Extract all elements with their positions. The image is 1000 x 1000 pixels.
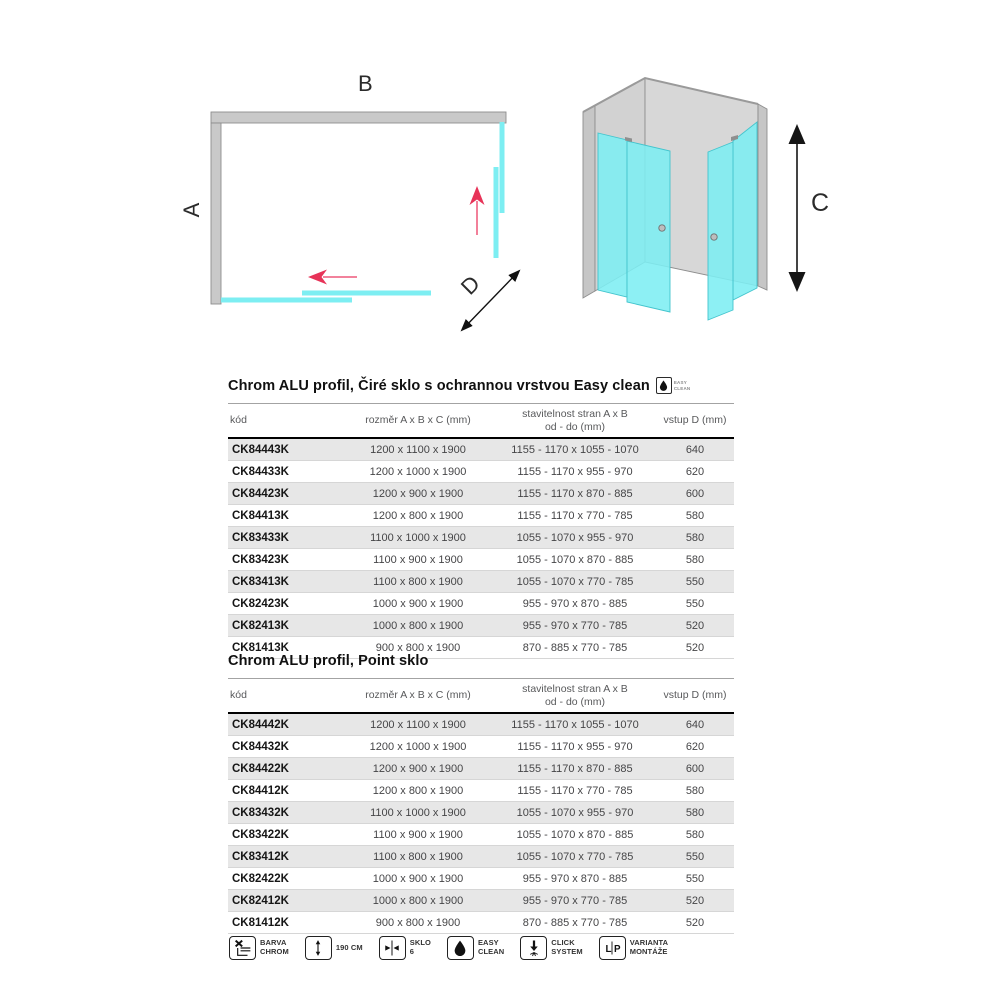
table-cell: CK84433K <box>228 461 342 483</box>
table-cell: CK84422K <box>228 758 342 780</box>
table-cell: 955 - 970 x 770 - 785 <box>494 890 656 912</box>
table-cell: 1200 x 1000 x 1900 <box>342 736 494 758</box>
table-cell: 550 <box>656 868 734 890</box>
height-c-arrow-icon <box>789 124 806 292</box>
table-cell: CK83433K <box>228 527 342 549</box>
col-header-rozmer: rozměr A x B x C (mm) <box>365 689 471 702</box>
table1-title-text: Chrom ALU profil, Čiré sklo s ochrannou vrstvou Easy clean <box>228 377 650 394</box>
table-cell: 900 x 800 x 1900 <box>342 912 494 934</box>
table-cell: 870 - 885 x 770 - 785 <box>494 912 656 934</box>
easy-clean-icon <box>656 377 672 394</box>
plan-label-d: D <box>455 270 485 300</box>
table-cell: 1100 x 1000 x 1900 <box>342 527 494 549</box>
table-cell: 520 <box>656 890 734 912</box>
feature-icons-row <box>229 936 668 960</box>
table-cell: 550 <box>656 571 734 593</box>
table-cell: CK83413K <box>228 571 342 593</box>
col-header-stavitelnost: stavitelnost stran A x B od - do (mm) <box>522 683 628 708</box>
spec-table-point-sklo <box>228 678 734 934</box>
easy-clean-badge-text: EASY CLEAN <box>673 380 691 391</box>
table-cell: 580 <box>656 780 734 802</box>
table-cell: 1155 - 1170 x 870 - 885 <box>494 758 656 780</box>
height-190-icon <box>305 936 332 960</box>
feature-label: CLICK SYSTEM <box>551 938 583 956</box>
table-row <box>228 505 734 527</box>
table-cell: 1155 - 1170 x 1055 - 1070 <box>494 438 656 461</box>
table-cell: 955 - 970 x 770 - 785 <box>494 615 656 637</box>
glass-thickness-icon <box>379 936 406 960</box>
table-cell: 1055 - 1070 x 870 - 885 <box>494 824 656 846</box>
table-cell: 1100 x 900 x 1900 <box>342 549 494 571</box>
table-cell: CK84413K <box>228 505 342 527</box>
table-cell: CK84432K <box>228 736 342 758</box>
table-cell: CK84443K <box>228 438 342 461</box>
table-cell: CK83423K <box>228 549 342 571</box>
glass-panel-left-fixed <box>598 133 627 297</box>
table-cell: 580 <box>656 802 734 824</box>
table-row <box>228 736 734 758</box>
feature-label: VARIANTA MONTÁŽE <box>629 938 669 956</box>
table-cell: 1200 x 1100 x 1900 <box>342 438 494 461</box>
table-cell: 1055 - 1070 x 770 - 785 <box>494 571 656 593</box>
table-cell: 1055 - 1070 x 955 - 970 <box>494 527 656 549</box>
table-cell: 1155 - 1170 x 1055 - 1070 <box>494 713 656 736</box>
door-handle-right <box>711 234 717 240</box>
table-cell: 1000 x 800 x 1900 <box>342 890 494 912</box>
spec-table-easy-clean <box>228 403 734 659</box>
table-point-sklo-section <box>228 653 727 934</box>
table-cell: 1055 - 1070 x 870 - 885 <box>494 549 656 571</box>
table-cell: 640 <box>656 713 734 736</box>
table-cell: 520 <box>656 637 734 659</box>
table-cell: 1055 - 1070 x 770 - 785 <box>494 846 656 868</box>
table-row <box>228 483 734 505</box>
svg-text:L: L <box>605 944 612 956</box>
table-cell: 955 - 970 x 870 - 885 <box>494 868 656 890</box>
table-cell: CK84423K <box>228 483 342 505</box>
plan-view-diagram <box>175 58 565 358</box>
table-cell: 1155 - 1170 x 870 - 885 <box>494 483 656 505</box>
feature-label: 190 CM <box>335 942 363 952</box>
barva-chrom-icon <box>229 936 256 960</box>
table-row <box>228 527 734 549</box>
wall-a-bar <box>211 123 221 304</box>
table-row <box>228 824 734 846</box>
table-cell: 1200 x 1000 x 1900 <box>342 461 494 483</box>
table-cell: CK82423K <box>228 593 342 615</box>
table-row <box>228 615 734 637</box>
glass-panel-right-fixed <box>733 122 757 300</box>
table-cell: CK84442K <box>228 713 342 736</box>
table-cell: 1200 x 1100 x 1900 <box>342 713 494 736</box>
table-cell: CK83412K <box>228 846 342 868</box>
header-row <box>228 679 734 714</box>
table-row <box>228 438 734 461</box>
table-cell: 1100 x 1000 x 1900 <box>342 802 494 824</box>
table-cell: 600 <box>656 483 734 505</box>
feature-click-system <box>520 936 582 960</box>
table-cell: 1200 x 800 x 1900 <box>342 505 494 527</box>
table-cell: 520 <box>656 615 734 637</box>
table-cell: 580 <box>656 505 734 527</box>
door-handle-left <box>659 225 665 231</box>
table-row <box>228 868 734 890</box>
header-row <box>228 404 734 439</box>
table-cell: CK84412K <box>228 780 342 802</box>
table-cell: 600 <box>656 758 734 780</box>
feature-glass-thickness <box>379 936 431 960</box>
table-cell: 870 - 885 x 770 - 785 <box>494 637 656 659</box>
table-cell: 900 x 800 x 1900 <box>342 637 494 659</box>
plan-label-b: B <box>358 71 373 96</box>
plan-label-a: A <box>179 202 204 218</box>
wall-left-edge <box>583 106 595 298</box>
col-header-stavitelnost: stavitelnost stran A x B od - do (mm) <box>522 408 628 433</box>
col-header-kod: kód <box>230 414 247 427</box>
feature-label: EASY CLEAN <box>477 938 505 956</box>
col-header-rozmer: rozměr A x B x C (mm) <box>365 414 471 427</box>
table-row <box>228 461 734 483</box>
table-row <box>228 912 734 934</box>
table-cell: CK81412K <box>228 912 342 934</box>
table-cell: 1155 - 1170 x 955 - 970 <box>494 736 656 758</box>
table-row <box>228 593 734 615</box>
feature-lp-variant <box>599 936 668 960</box>
table-cell: 1100 x 800 x 1900 <box>342 571 494 593</box>
iso-label-c: C <box>811 189 830 217</box>
table-cell: 1200 x 900 x 1900 <box>342 758 494 780</box>
table-row <box>228 549 734 571</box>
glass-panel-right-door <box>708 142 733 320</box>
table-cell: 640 <box>656 438 734 461</box>
table-cell: 1055 - 1070 x 955 - 970 <box>494 802 656 824</box>
isometric-view-diagram <box>570 58 870 333</box>
table-row <box>228 890 734 912</box>
table-cell: CK82413K <box>228 615 342 637</box>
table-row <box>228 780 734 802</box>
table2-title <box>228 653 718 669</box>
wall-b-bar <box>211 112 506 123</box>
table-cell: 1100 x 800 x 1900 <box>342 846 494 868</box>
table-easy-clean-section <box>228 377 727 659</box>
table-row <box>228 846 734 868</box>
table-cell: 1000 x 800 x 1900 <box>342 615 494 637</box>
table-row <box>228 758 734 780</box>
table2-title-text: Chrom ALU profil, Point sklo <box>228 653 429 669</box>
table-row <box>228 571 734 593</box>
table-cell: 1200 x 900 x 1900 <box>342 483 494 505</box>
feature-height-190 <box>305 936 363 960</box>
col-header-vstup: vstup D (mm) <box>663 414 727 427</box>
table-cell: 1000 x 900 x 1900 <box>342 593 494 615</box>
table-cell: 1155 - 1170 x 955 - 970 <box>494 461 656 483</box>
table-row <box>228 713 734 736</box>
col-header-vstup: vstup D (mm) <box>663 689 727 702</box>
feature-label: BARVA CHROM <box>260 938 289 956</box>
table-cell: 580 <box>656 549 734 571</box>
slide-arrow-up-icon <box>470 186 485 235</box>
table-cell: 1200 x 800 x 1900 <box>342 780 494 802</box>
feature-label: SKLO 6 <box>409 938 431 956</box>
table-cell: 580 <box>656 824 734 846</box>
col-header-kod: kód <box>230 689 247 702</box>
table-cell: 1000 x 900 x 1900 <box>342 868 494 890</box>
table-cell: 520 <box>656 912 734 934</box>
table-row <box>228 802 734 824</box>
easy-clean-feature-icon <box>447 936 474 960</box>
svg-text:P: P <box>614 944 621 956</box>
table1-title <box>228 377 718 394</box>
table-cell: 1155 - 1170 x 770 - 785 <box>494 505 656 527</box>
table-cell: CK83432K <box>228 802 342 824</box>
table-cell: CK81413K <box>228 637 342 659</box>
easy-clean-badge <box>656 377 691 394</box>
table-cell: 1100 x 900 x 1900 <box>342 824 494 846</box>
table-cell: CK82422K <box>228 868 342 890</box>
table-cell: CK83422K <box>228 824 342 846</box>
table-cell: 620 <box>656 461 734 483</box>
click-system-icon <box>520 936 547 960</box>
feature-easy-clean <box>447 936 504 960</box>
table-cell: 550 <box>656 593 734 615</box>
table-cell: 1155 - 1170 x 770 - 785 <box>494 780 656 802</box>
table-cell: 580 <box>656 527 734 549</box>
feature-barva-chrom <box>229 936 289 960</box>
wall-right-edge <box>758 104 767 290</box>
table-cell: 955 - 970 x 870 - 885 <box>494 593 656 615</box>
slide-arrow-left-icon <box>308 270 357 285</box>
lp-variant-icon <box>599 936 626 960</box>
table-cell: CK82412K <box>228 890 342 912</box>
table-cell: 620 <box>656 736 734 758</box>
table-cell: 550 <box>656 846 734 868</box>
